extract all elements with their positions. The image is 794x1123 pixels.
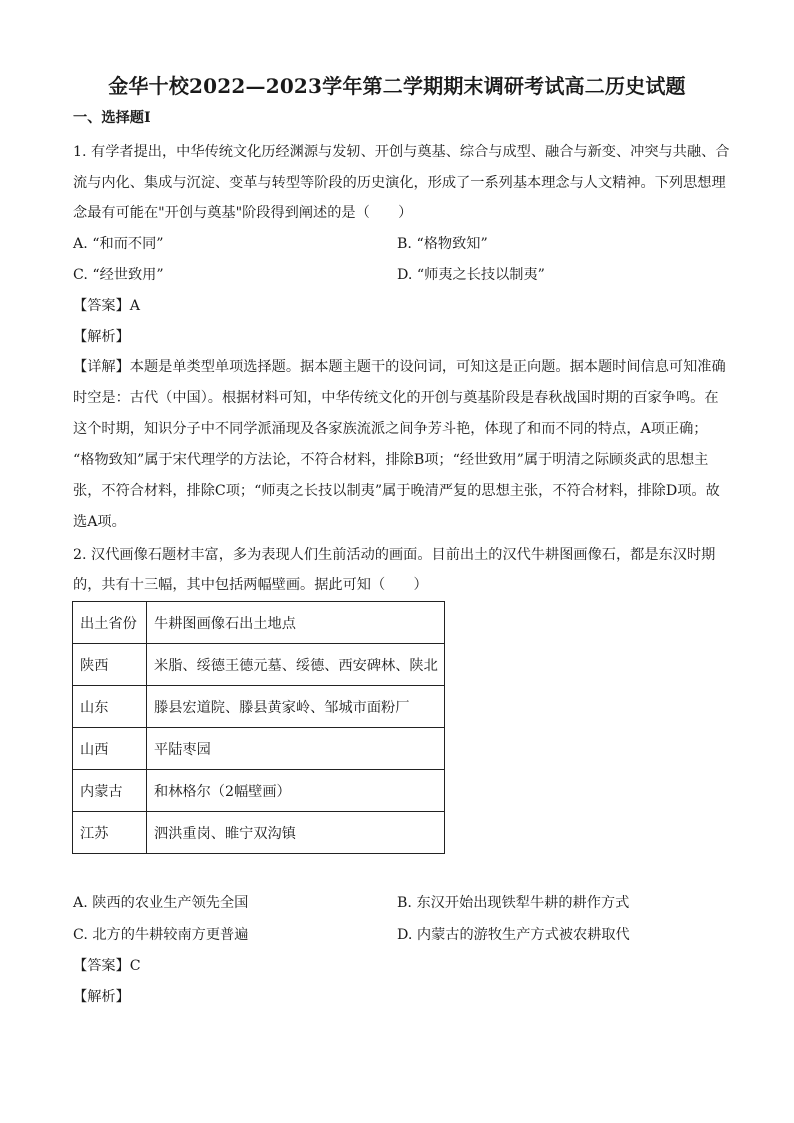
q1-option-a: A. “和而不同” bbox=[73, 236, 164, 252]
table-cell-province: 陕西 bbox=[73, 644, 147, 686]
q1-analysis-label: 【解析】 bbox=[73, 329, 130, 345]
table-row bbox=[73, 728, 445, 770]
section-heading: 一、选择题Ⅰ bbox=[73, 110, 151, 126]
q2-stem-line-2: 的，共有十三幅，其中包括两幅壁画。据此可知（ ） bbox=[73, 577, 428, 593]
q1-detail-line-1: 【详解】本题是单类型单项选择题。据本题主题干的设问词，可知这是正向题。据本题时间信息可知准确 bbox=[73, 359, 726, 375]
table-header-cell: 出土省份 bbox=[73, 602, 147, 644]
q1-stem-line-2: 流与内化、集成与沉淀、变革与转型等阶段的历史演化，形成了一系列基本理念与人文精神。下列思想理 bbox=[73, 175, 726, 191]
table-cell-location: 泗洪重岗、睢宁双沟镇 bbox=[147, 812, 445, 854]
table-header-cell: 牛耕图画像石出土地点 bbox=[147, 602, 445, 644]
q2-option-c: C. 北方的牛耕较南方更普遍 bbox=[73, 927, 249, 943]
table-row bbox=[73, 686, 445, 728]
table-row bbox=[73, 644, 445, 686]
table-cell-location: 和林格尔（2幅壁画） bbox=[147, 770, 445, 812]
table-cell-province: 内蒙古 bbox=[73, 770, 147, 812]
table-cell-location: 平陆枣园 bbox=[147, 728, 445, 770]
q2-option-b: B. 东汉开始出现铁犁牛耕的耕作方式 bbox=[397, 895, 630, 911]
table-cell-province: 山西 bbox=[73, 728, 147, 770]
document-title: 金华十校2022—2023学年第二学期期末调研考试高二历史试题 bbox=[108, 74, 686, 98]
q1-detail-line-4: “格物致知”属于宋代理学的方法论，不符合材料，排除B项；“经世致用”属于明清之际顾炎武的思想主 bbox=[73, 452, 709, 468]
q2-option-a: A. 陕西的农业生产领先全国 bbox=[73, 895, 249, 911]
table-cell-location: 米脂、绥德王德元墓、绥德、西安碑林、陕北 bbox=[147, 644, 445, 686]
q2-answer: 【答案】C bbox=[73, 958, 141, 974]
q1-stem-line-1: 1. 有学者提出，中华传统文化历经渊源与发轫、开创与奠基、综合与成型、融合与新变、冲突与共融、合 bbox=[73, 144, 730, 160]
table-cell-location: 滕县宏道院、滕县黄家岭、邹城市面粉厂 bbox=[147, 686, 445, 728]
q2-analysis-label: 【解析】 bbox=[73, 989, 130, 1005]
q2-stem-line-1: 2. 汉代画像石题材丰富，多为表现人们生前活动的画面。目前出土的汉代牛耕图画像石，都是东汉时期 bbox=[73, 547, 716, 563]
q1-detail-line-2: 时空是：古代（中国）。根据材料可知，中华传统文化的开创与奠基阶段是春秋战国时期的百家争鸣。在 bbox=[73, 390, 719, 406]
table-row bbox=[73, 770, 445, 812]
q1-stem-line-3: 念最有可能在"开创与奠基"阶段得到阐述的是（ ） bbox=[73, 205, 413, 221]
table-cell-province: 江苏 bbox=[73, 812, 147, 854]
q2-source-table bbox=[72, 601, 445, 854]
q1-option-b: B. “格物致知” bbox=[397, 236, 488, 252]
q1-detail-line-3: 这个时期，知识分子中不同学派涌现及各家族流派之间争芳斗艳，体现了和而不同的特点，A项正确； bbox=[73, 421, 708, 437]
q1-detail-line-6: 选A项。 bbox=[73, 514, 126, 530]
table-header-row bbox=[73, 602, 445, 644]
q1-answer: 【答案】A bbox=[73, 298, 140, 314]
q2-option-d: D. 内蒙古的游牧生产方式被农耕取代 bbox=[397, 927, 630, 943]
q1-option-c: C. “经世致用” bbox=[73, 267, 164, 283]
table-cell-province: 山东 bbox=[73, 686, 147, 728]
q1-detail-line-5: 张，不符合材料，排除C项；“师夷之长技以制夷”属于晚清严复的思想主张，不符合材料，排除D项。故 bbox=[73, 483, 720, 499]
table-row bbox=[73, 812, 445, 854]
q1-option-d: D. “师夷之长技以制夷” bbox=[397, 267, 545, 283]
